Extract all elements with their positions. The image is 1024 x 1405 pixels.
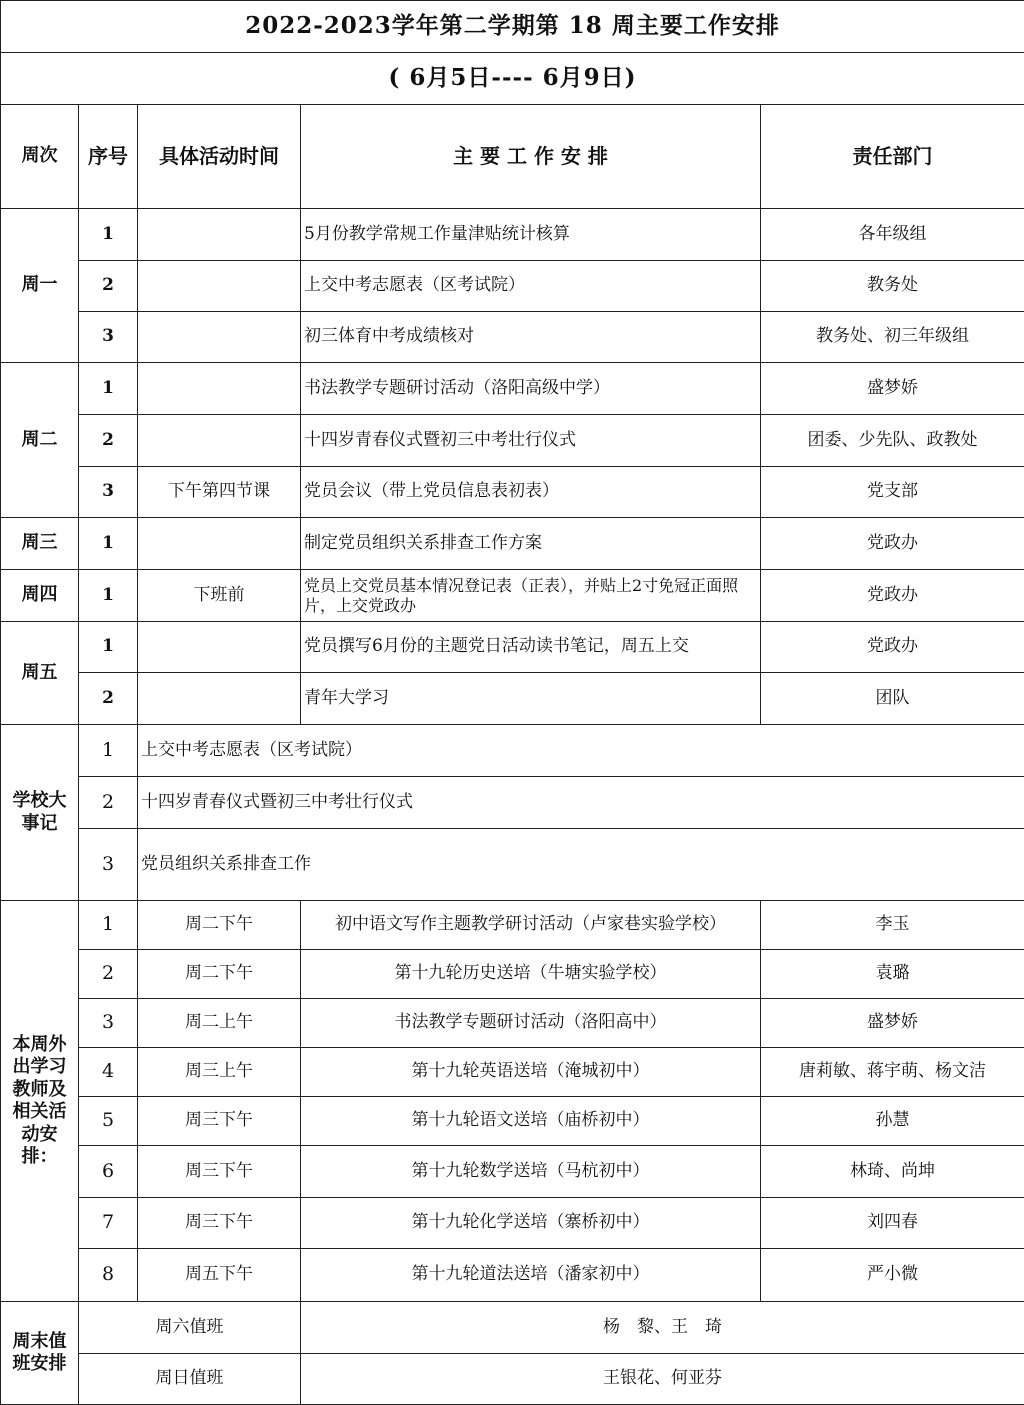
table-row: [1, 622, 1024, 673]
outing-row: [1, 901, 1024, 950]
events-label: 学校大事记: [1, 725, 79, 901]
row-dept: 党政办: [761, 570, 1024, 622]
row-no: 1: [79, 570, 138, 622]
row-no: 2: [79, 415, 138, 467]
outing-people: 唐莉敏、蒋宇萌、杨文洁: [761, 1048, 1024, 1097]
outing-time: 周三上午: [138, 1048, 301, 1097]
weekend-day: 周日值班: [79, 1354, 301, 1405]
outing-time: 周二上午: [138, 999, 301, 1048]
outing-people: 盛梦娇: [761, 999, 1024, 1048]
day-label: 周二: [1, 363, 79, 518]
table-row: [1, 518, 1024, 570]
row-no: 3: [79, 467, 138, 518]
row-dept: 盛梦娇: [761, 363, 1024, 415]
row-dept: 党支部: [761, 467, 1024, 518]
outing-row: [1, 1146, 1024, 1198]
row-dept: 党政办: [761, 622, 1024, 673]
outing-time: 周二下午: [138, 950, 301, 999]
header-work: 主 要 工 作 安 排: [301, 105, 761, 209]
outing-people: 严小微: [761, 1249, 1024, 1302]
row-time: 下班前: [138, 570, 301, 622]
header-dept: 责任部门: [761, 105, 1024, 209]
row-dept: 教务处: [761, 261, 1024, 312]
header-time: 具体活动时间: [138, 105, 301, 209]
day-label: 周三: [1, 518, 79, 570]
event-no: 2: [79, 777, 138, 829]
row-dept: 团队: [761, 673, 1024, 725]
outing-row: [1, 1198, 1024, 1249]
row-work: 5月份教学常规工作量津贴统计核算: [301, 209, 761, 261]
table-row: [1, 415, 1024, 467]
table-row: [1, 467, 1024, 518]
outing-activity: 书法教学专题研讨活动（洛阳高中）: [301, 999, 761, 1048]
row-work: 书法教学专题研讨活动（洛阳高级中学）: [301, 363, 761, 415]
outing-people: 袁璐: [761, 950, 1024, 999]
row-time: [138, 673, 301, 725]
day-label: 周四: [1, 570, 79, 622]
row-work: 制定党员组织关系排查工作方案: [301, 518, 761, 570]
outing-activity: 第十九轮语文送培（庙桥初中）: [301, 1097, 761, 1146]
weekend-row: [1, 1354, 1024, 1405]
event-no: 3: [79, 829, 138, 901]
row-time: [138, 415, 301, 467]
row-dept: 党政办: [761, 518, 1024, 570]
table-row: [1, 570, 1024, 622]
day-label: 周五: [1, 622, 79, 725]
event-row: [1, 725, 1024, 777]
weekend-label: 周末值班安排: [1, 1302, 79, 1405]
row-work: 党员上交党员基本情况登记表（正表），并贴上2寸免冠正面照片，上交党政办: [301, 570, 761, 622]
row-dept: 团委、少先队、政教处: [761, 415, 1024, 467]
weekend-day: 周六值班: [79, 1302, 301, 1354]
outing-activity: 第十九轮数学送培（马杭初中）: [301, 1146, 761, 1198]
row-work: 党员撰写6月份的主题党日活动读书笔记，周五上交: [301, 622, 761, 673]
header-row: [1, 105, 1024, 209]
event-row: [1, 777, 1024, 829]
outing-row: [1, 1048, 1024, 1097]
table-row: [1, 673, 1024, 725]
outing-people: 孙慧: [761, 1097, 1024, 1146]
page-title: 2022-2023学年第二学期第 18 周主要工作安排: [1, 1, 1024, 53]
row-time: [138, 261, 301, 312]
outing-no: 2: [79, 950, 138, 999]
table-row: [1, 261, 1024, 312]
table-row: [1, 363, 1024, 415]
outing-activity: 第十九轮历史送培（牛塘实验学校）: [301, 950, 761, 999]
weekend-people: 王银花、何亚芬: [301, 1354, 1024, 1405]
weekend-row: [1, 1302, 1024, 1354]
outing-time: 周三下午: [138, 1146, 301, 1198]
event-text: 上交中考志愿表（区考试院）: [138, 725, 1024, 777]
day-label: 周一: [1, 209, 79, 363]
header-no: 序号: [79, 105, 138, 209]
event-row: [1, 829, 1024, 901]
outing-row: [1, 999, 1024, 1048]
row-time: 下午第四节课: [138, 467, 301, 518]
outing-no: 3: [79, 999, 138, 1048]
row-work: 党员会议（带上党员信息表初表）: [301, 467, 761, 518]
outings-label: 本周外出学习教师及相关活动安排：: [1, 901, 79, 1302]
row-no: 2: [79, 261, 138, 312]
outing-people: 刘四春: [761, 1198, 1024, 1249]
date-range: ( 6月5日---- 6月9日): [1, 53, 1024, 105]
row-work: 上交中考志愿表（区考试院）: [301, 261, 761, 312]
row-time: [138, 622, 301, 673]
row-no: 1: [79, 622, 138, 673]
outing-no: 4: [79, 1048, 138, 1097]
outing-activity: 初中语文写作主题教学研讨活动（卢家巷实验学校）: [301, 901, 761, 950]
header-week: 周次: [1, 105, 79, 209]
outing-no: 5: [79, 1097, 138, 1146]
row-no: 1: [79, 209, 138, 261]
weekend-people: 杨 黎、王 琦: [301, 1302, 1024, 1354]
event-text: 十四岁青春仪式暨初三中考壮行仪式: [138, 777, 1024, 829]
outing-activity: 第十九轮道法送培（潘家初中）: [301, 1249, 761, 1302]
row-work: 十四岁青春仪式暨初三中考壮行仪式: [301, 415, 761, 467]
table-row: [1, 209, 1024, 261]
outing-row: [1, 1249, 1024, 1302]
outing-no: 7: [79, 1198, 138, 1249]
row-time: [138, 518, 301, 570]
outing-activity: 第十九轮英语送培（淹城初中）: [301, 1048, 761, 1097]
row-no: 3: [79, 312, 138, 363]
row-time: [138, 209, 301, 261]
outing-time: 周二下午: [138, 901, 301, 950]
outing-time: 周三下午: [138, 1097, 301, 1146]
event-text: 党员组织关系排查工作: [138, 829, 1024, 901]
row-no: 1: [79, 363, 138, 415]
outing-time: 周三下午: [138, 1198, 301, 1249]
outing-row: [1, 1097, 1024, 1146]
outing-activity: 第十九轮化学送培（寨桥初中）: [301, 1198, 761, 1249]
outing-row: [1, 950, 1024, 999]
row-dept: 教务处、初三年级组: [761, 312, 1024, 363]
table-row: [1, 312, 1024, 363]
event-no: 1: [79, 725, 138, 777]
outing-time: 周五下午: [138, 1249, 301, 1302]
outing-no: 1: [79, 901, 138, 950]
row-dept: 各年级组: [761, 209, 1024, 261]
row-time: [138, 312, 301, 363]
outing-people: 李玉: [761, 901, 1024, 950]
row-no: 1: [79, 518, 138, 570]
outing-people: 林琦、尚坤: [761, 1146, 1024, 1198]
row-no: 2: [79, 673, 138, 725]
outing-no: 8: [79, 1249, 138, 1302]
row-work: 青年大学习: [301, 673, 761, 725]
row-work: 初三体育中考成绩核对: [301, 312, 761, 363]
row-time: [138, 363, 301, 415]
outing-no: 6: [79, 1146, 138, 1198]
